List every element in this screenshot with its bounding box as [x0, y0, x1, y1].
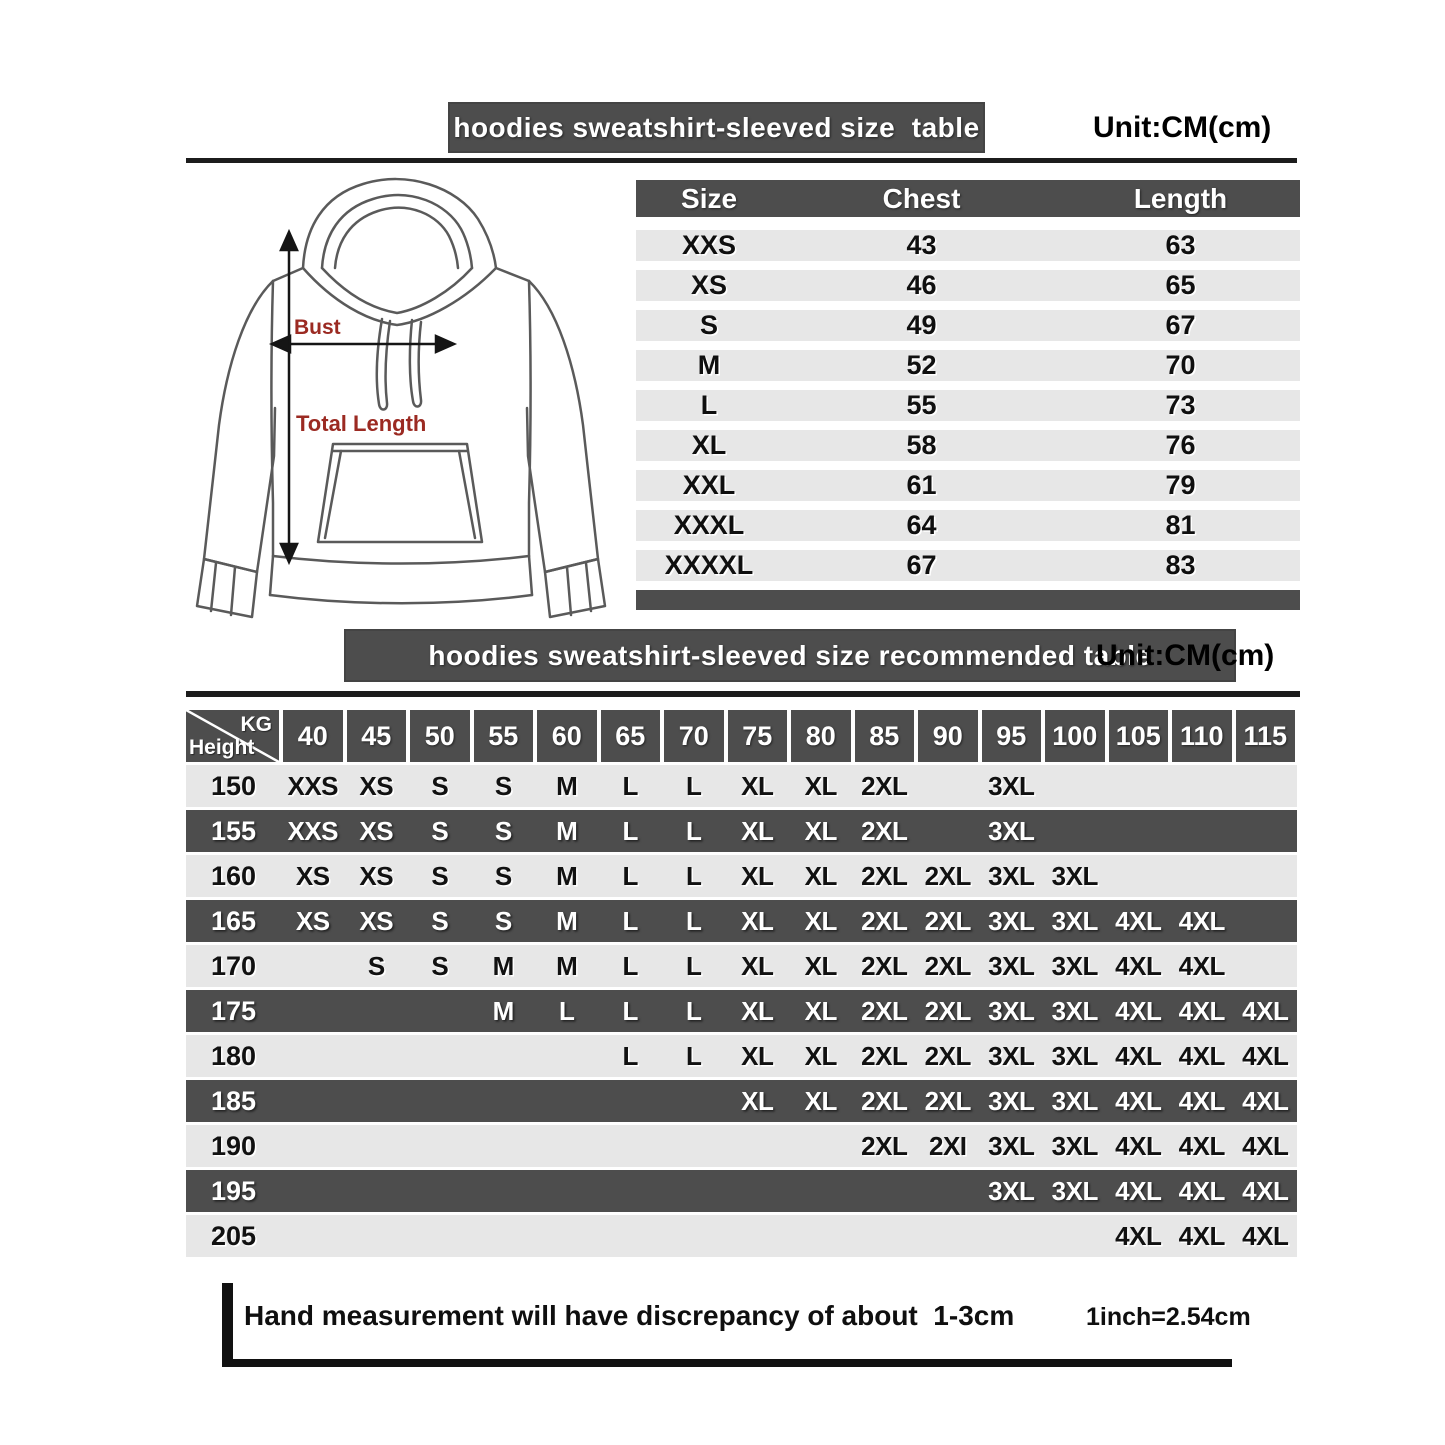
weight-header-cell: 115 [1234, 710, 1298, 762]
recommended-size-cell [1234, 855, 1298, 897]
recommended-size-cell [472, 1080, 536, 1122]
recommended-size-cell: XS [359, 860, 394, 891]
recommended-size-cell [916, 1170, 980, 1212]
recommended-size-cell [662, 1170, 726, 1212]
height-label-cell: 150 [210, 770, 257, 801]
recommended-size-cell: S [367, 950, 385, 981]
footer-note: Hand measurement will have discrepancy of about 1-3cm [244, 1300, 1015, 1331]
recommended-size-cell [1107, 765, 1171, 807]
recommended-size-cell [408, 1125, 472, 1167]
recommended-size-cell: XXS [287, 770, 339, 801]
recommended-size-cell [535, 1035, 599, 1077]
recommended-size-cell [345, 1035, 409, 1077]
recommended-size-cell: XS [295, 905, 330, 936]
size-table-cell: XXXL [673, 510, 745, 540]
recommended-size-cell: L [622, 815, 638, 846]
recommended-size-cell [1234, 810, 1298, 852]
matrix-row-180 [186, 1035, 1297, 1077]
recommended-size-cell: 4XL [1115, 950, 1162, 981]
recommended-size-cell [1107, 810, 1171, 852]
column-header-size: Size [681, 182, 738, 214]
recommended-size-cell [726, 1125, 790, 1167]
recommended-size-cell: M [556, 770, 578, 801]
recommended-size-cell [662, 1215, 726, 1257]
recommended-size-cell [535, 1080, 599, 1122]
recommended-size-cell: 3XL [1051, 905, 1098, 936]
recommended-size-cell: S [431, 905, 449, 936]
recommended-size-cell: L [622, 995, 638, 1026]
recommended-size-cell [853, 1170, 917, 1212]
recommended-size-cell: 2XL [861, 1085, 908, 1116]
recommended-size-cell: 3XL [1051, 950, 1098, 981]
hoodie-diagram [175, 168, 633, 623]
recommended-size-cell: XL [741, 905, 774, 936]
recommended-size-cell: L [622, 1040, 638, 1071]
recommended-size-cell: 3XL [988, 905, 1035, 936]
matrix-header-row [186, 710, 1297, 762]
recommended-size-cell [408, 1215, 472, 1257]
weight-header-cell: 85 [853, 710, 917, 762]
recommended-size-cell [472, 1170, 536, 1212]
size-table-cell: L [700, 390, 718, 420]
recommended-size-cell [853, 1215, 917, 1257]
recommended-size-cell: 2XI [928, 1130, 967, 1161]
recommended-size-cell: M [556, 905, 578, 936]
weight-header-cell: 80 [789, 710, 853, 762]
recommended-size-cell: XL [804, 860, 837, 891]
recommended-size-cell [980, 1215, 1044, 1257]
size-table-cell: 49 [906, 310, 937, 340]
recommended-size-cell: L [559, 995, 575, 1026]
recommended-size-cell: 2XL [861, 905, 908, 936]
height-label-cell: 190 [210, 1130, 257, 1161]
size-table-cell: 79 [1165, 470, 1196, 500]
recommended-size-cell [1107, 855, 1171, 897]
recommended-size-cell: 2XL [924, 860, 971, 891]
size-table-row [636, 470, 1300, 501]
recommended-size-cell: M [556, 950, 578, 981]
divider-middle [186, 691, 1300, 697]
height-label-cell: 160 [210, 860, 257, 891]
recommended-size-cell: XL [804, 1085, 837, 1116]
size-table-cell: 63 [1165, 230, 1196, 260]
recommended-size-cell: S [431, 860, 449, 891]
recommended-size-cell: S [494, 770, 512, 801]
recommended-size-cell [789, 1125, 853, 1167]
recommended-size-cell [1234, 765, 1298, 807]
recommended-size-cell: 4XL [1242, 1175, 1289, 1206]
recommended-size-cell: S [431, 770, 449, 801]
recommended-size-cell: L [622, 770, 638, 801]
recommended-size-cell [789, 1215, 853, 1257]
recommended-size-cell [408, 1035, 472, 1077]
size-table-rows [636, 230, 1300, 581]
matrix-row-165 [186, 900, 1297, 942]
recommended-size-cell: 4XL [1115, 1130, 1162, 1161]
size-table-cell: 83 [1165, 550, 1196, 580]
weight-header-cell: 60 [535, 710, 599, 762]
recommended-size-cell: S [431, 815, 449, 846]
recommended-size-cell: L [686, 950, 702, 981]
recommended-size-cell [345, 1215, 409, 1257]
recommended-size-cell: XL [804, 905, 837, 936]
matrix-row-170 [186, 945, 1297, 987]
recommended-size-cell [408, 1080, 472, 1122]
size-table-row [636, 430, 1300, 461]
recommended-size-cell: XL [741, 995, 774, 1026]
recommended-size-cell [1043, 1215, 1107, 1257]
recommended-size-cell [726, 1215, 790, 1257]
size-table-cell: 65 [1165, 270, 1196, 300]
size-table-header [636, 180, 1300, 217]
total-length-arrow [281, 232, 297, 562]
recommended-size-cell: 3XL [988, 815, 1035, 846]
size-table-cell: 58 [906, 430, 937, 460]
recommended-size-cell [472, 1215, 536, 1257]
recommended-size-cell [535, 1125, 599, 1167]
recommended-size-cell: XL [804, 950, 837, 981]
height-label-cell: 170 [210, 950, 257, 981]
size-table-unit-label: Unit:CM(cm) [1093, 111, 1272, 144]
size-table-cell: XXL [682, 470, 736, 500]
matrix-corner-cell [186, 710, 281, 762]
recommended-size-cell: XS [359, 770, 394, 801]
recommended-size-cell: 3XL [1051, 1130, 1098, 1161]
weight-header-cell: 65 [599, 710, 663, 762]
recommended-size-cell: 4XL [1115, 1085, 1162, 1116]
hoodie-outline [197, 179, 605, 617]
size-table-cell: 67 [906, 550, 937, 580]
size-table-row [636, 510, 1300, 541]
divider-top [186, 158, 1297, 163]
recommended-size-cell [1170, 855, 1234, 897]
size-table-row [636, 310, 1300, 341]
size-table-cell: 70 [1165, 350, 1196, 380]
size-table-cell: 64 [906, 510, 937, 540]
recommended-size-cell: XL [804, 1040, 837, 1071]
weight-header-cell: 90 [916, 710, 980, 762]
recommended-size-cell: 4XL [1178, 1040, 1225, 1071]
recommended-size-cell [472, 1125, 536, 1167]
recommended-size-cell: 4XL [1178, 950, 1225, 981]
recommended-size-cell [1234, 900, 1298, 942]
recommended-size-cell [345, 1080, 409, 1122]
size-table-cell: 43 [906, 230, 937, 260]
size-table [636, 180, 1300, 610]
recommended-size-cell [726, 1170, 790, 1212]
matrix-row-185 [186, 1080, 1297, 1122]
height-label-cell: 180 [210, 1040, 257, 1071]
size-table-cell: 46 [906, 270, 937, 300]
column-header-chest: Chest [882, 182, 961, 214]
matrix-row-195 [186, 1170, 1297, 1212]
weight-header-cell: 55 [472, 710, 536, 762]
recommended-size-cell [1170, 765, 1234, 807]
size-table-row [636, 390, 1300, 421]
recommended-size-cell: 2XL [924, 995, 971, 1026]
size-table-cell: 61 [906, 470, 937, 500]
recommended-size-cell [599, 1215, 663, 1257]
recommended-size-cell: 3XL [988, 1040, 1035, 1071]
recommended-size-cell [281, 1035, 345, 1077]
recommended-size-cell: 2XL [861, 1040, 908, 1071]
size-table-title-bar: hoodies sweatshirt-sleeved size table [450, 104, 983, 151]
size-table-cell: XXS [682, 230, 737, 260]
size-table-row [636, 230, 1300, 261]
weight-header-cell: 40 [281, 710, 345, 762]
recommended-size-cell: S [494, 860, 512, 891]
recommended-size-cell: L [686, 770, 702, 801]
weight-header-cell: 105 [1107, 710, 1171, 762]
recommended-size-cell: 2XL [861, 815, 908, 846]
recommended-size-cell: XL [741, 815, 774, 846]
size-table-bottom-bar [636, 590, 1300, 610]
size-table-cell: XXXXL [664, 550, 754, 580]
recommended-size-cell: 4XL [1178, 1220, 1225, 1251]
height-label-cell: 195 [210, 1175, 257, 1206]
recommended-size-cell [281, 1125, 345, 1167]
weight-header-cell: 95 [980, 710, 1044, 762]
weight-header-cell: 100 [1043, 710, 1107, 762]
total-length-label: Total Length [296, 411, 427, 436]
recommended-size-cell: 3XL [1051, 1040, 1098, 1071]
recommended-size-cell: 4XL [1178, 1130, 1225, 1161]
recommended-table-unit-label: Unit:CM(cm) [1096, 639, 1275, 672]
height-label-cell: 165 [210, 905, 257, 936]
size-table-cell: 81 [1165, 510, 1196, 540]
footer-left-bar [222, 1283, 233, 1367]
recommended-size-cell: M [556, 815, 578, 846]
recommended-size-cell [535, 1215, 599, 1257]
recommended-size-cell: 3XL [988, 950, 1035, 981]
size-table-cell: XL [691, 430, 727, 460]
recommended-size-cell [535, 1170, 599, 1212]
recommended-size-cell: L [622, 860, 638, 891]
recommended-size-cell: S [431, 950, 449, 981]
recommended-size-cell: S [494, 905, 512, 936]
footer-bottom-line [222, 1359, 1232, 1367]
recommended-size-cell: 3XL [1051, 860, 1098, 891]
recommended-size-matrix [186, 710, 1297, 1257]
recommended-size-cell: 4XL [1242, 1085, 1289, 1116]
recommended-size-cell: M [492, 950, 514, 981]
matrix-row-190 [186, 1125, 1297, 1167]
weight-header-cell: 45 [345, 710, 409, 762]
recommended-size-cell: 4XL [1242, 1130, 1289, 1161]
recommended-size-cell: 3XL [988, 860, 1035, 891]
column-header-length: Length [1133, 182, 1228, 214]
recommended-size-cell: 4XL [1115, 1175, 1162, 1206]
recommended-size-cell [599, 1125, 663, 1167]
recommended-size-cell: 2XL [924, 905, 971, 936]
size-table-row [636, 350, 1300, 381]
recommended-size-cell: L [622, 905, 638, 936]
recommended-size-cell: XL [741, 1040, 774, 1071]
size-table-cell: S [700, 310, 719, 340]
recommended-size-cell: L [686, 995, 702, 1026]
recommended-size-cell: M [556, 860, 578, 891]
recommended-size-cell [662, 1125, 726, 1167]
height-label-cell: 175 [210, 995, 257, 1026]
recommended-size-cell: 4XL [1115, 1220, 1162, 1251]
recommended-size-cell: 4XL [1242, 1220, 1289, 1251]
matrix-row-150 [186, 765, 1297, 807]
recommended-size-cell [1043, 810, 1107, 852]
recommended-table-title-bar: hoodies sweatshirt-sleeved size recommended table [346, 631, 1234, 680]
recommended-size-cell: 4XL [1178, 1085, 1225, 1116]
recommended-size-cell: XL [741, 770, 774, 801]
recommended-size-cell: 4XL [1242, 1040, 1289, 1071]
corner-height-label: Height [189, 736, 255, 759]
recommended-size-cell [408, 1170, 472, 1212]
recommended-size-cell: S [494, 815, 512, 846]
recommended-size-cell: 2XL [924, 1040, 971, 1071]
recommended-size-cell [281, 1080, 345, 1122]
recommended-size-cell: 3XL [988, 1175, 1035, 1206]
recommended-size-cell: 4XL [1178, 1175, 1225, 1206]
recommended-size-cell: 4XL [1115, 905, 1162, 936]
recommended-size-cell: XS [295, 860, 330, 891]
recommended-size-cell: 2XL [861, 770, 908, 801]
recommended-size-cell: 3XL [1051, 1175, 1098, 1206]
recommended-size-cell: 4XL [1178, 995, 1225, 1026]
recommended-size-cell: 2XL [861, 1130, 908, 1161]
recommended-size-cell: 2XL [861, 950, 908, 981]
recommended-size-cell [345, 1170, 409, 1212]
weight-header-cell: 70 [662, 710, 726, 762]
recommended-size-cell [472, 1035, 536, 1077]
recommended-size-cell [408, 990, 472, 1032]
recommended-size-cell [916, 765, 980, 807]
size-table-row [636, 550, 1300, 581]
weight-header-cell: 50 [408, 710, 472, 762]
size-table-cell: 76 [1165, 430, 1196, 460]
recommended-size-cell [916, 1215, 980, 1257]
weight-header-cell: 75 [726, 710, 790, 762]
recommended-size-cell: XS [359, 815, 394, 846]
recommended-size-cell: 3XL [988, 995, 1035, 1026]
recommended-size-cell [599, 1080, 663, 1122]
matrix-body [186, 765, 1297, 1257]
recommended-size-cell: 4XL [1178, 905, 1225, 936]
size-table-cell: 52 [906, 350, 937, 380]
size-table-row [636, 270, 1300, 301]
matrix-row-160 [186, 855, 1297, 897]
recommended-size-cell [281, 1215, 345, 1257]
size-table-cell: 67 [1165, 310, 1196, 340]
recommended-size-cell: XL [804, 995, 837, 1026]
recommended-size-cell: XL [741, 950, 774, 981]
recommended-size-cell: 2XL [924, 1085, 971, 1116]
size-table-cell: M [697, 350, 721, 380]
recommended-size-cell: XL [741, 1085, 774, 1116]
recommended-size-cell: XL [804, 815, 837, 846]
recommended-size-cell [599, 1170, 663, 1212]
recommended-size-cell [916, 810, 980, 852]
recommended-size-cell: 4XL [1115, 995, 1162, 1026]
height-label-cell: 155 [210, 815, 257, 846]
weight-header-cell: 110 [1170, 710, 1234, 762]
recommended-size-cell: 3XL [988, 1085, 1035, 1116]
recommended-size-cell: XS [359, 905, 394, 936]
size-table-cell: 55 [906, 390, 937, 420]
recommended-size-cell: 4XL [1115, 1040, 1162, 1071]
recommended-size-cell [281, 1170, 345, 1212]
matrix-row-155 [186, 810, 1297, 852]
recommended-size-cell: XL [804, 770, 837, 801]
matrix-row-205 [186, 1215, 1297, 1257]
recommended-size-cell [662, 1080, 726, 1122]
recommended-size-cell: L [686, 815, 702, 846]
size-table-cell: XS [691, 270, 728, 300]
recommended-size-cell: L [686, 860, 702, 891]
recommended-size-cell: L [622, 950, 638, 981]
matrix-row-175 [186, 990, 1297, 1032]
bust-label: Bust [294, 316, 341, 339]
recommended-size-cell: L [686, 1040, 702, 1071]
height-label-cell: 185 [210, 1085, 257, 1116]
recommended-size-cell [281, 945, 345, 987]
recommended-size-cell [1170, 810, 1234, 852]
size-table-cell: 73 [1165, 390, 1196, 420]
recommended-size-cell: 2XL [861, 860, 908, 891]
height-label-cell: 205 [210, 1220, 257, 1251]
recommended-size-cell: M [492, 995, 514, 1026]
recommended-size-cell: XXS [287, 815, 339, 846]
footer-conversion: 1inch=2.54cm [1086, 1303, 1251, 1331]
recommended-size-cell: 3XL [988, 770, 1035, 801]
recommended-size-cell [345, 1125, 409, 1167]
recommended-size-cell [789, 1170, 853, 1212]
recommended-size-cell [281, 990, 345, 1032]
recommended-size-cell [1234, 945, 1298, 987]
recommended-size-cell: 4XL [1242, 995, 1289, 1026]
corner-kg-label: KG [240, 713, 272, 736]
recommended-size-cell: XL [741, 860, 774, 891]
recommended-size-cell: 3XL [1051, 1085, 1098, 1116]
recommended-size-cell: 3XL [988, 1130, 1035, 1161]
recommended-size-cell: 3XL [1051, 995, 1098, 1026]
recommended-size-cell [345, 990, 409, 1032]
recommended-size-cell [1043, 765, 1107, 807]
recommended-size-cell: 2XL [924, 950, 971, 981]
recommended-size-cell: 2XL [861, 995, 908, 1026]
recommended-size-cell: L [686, 905, 702, 936]
